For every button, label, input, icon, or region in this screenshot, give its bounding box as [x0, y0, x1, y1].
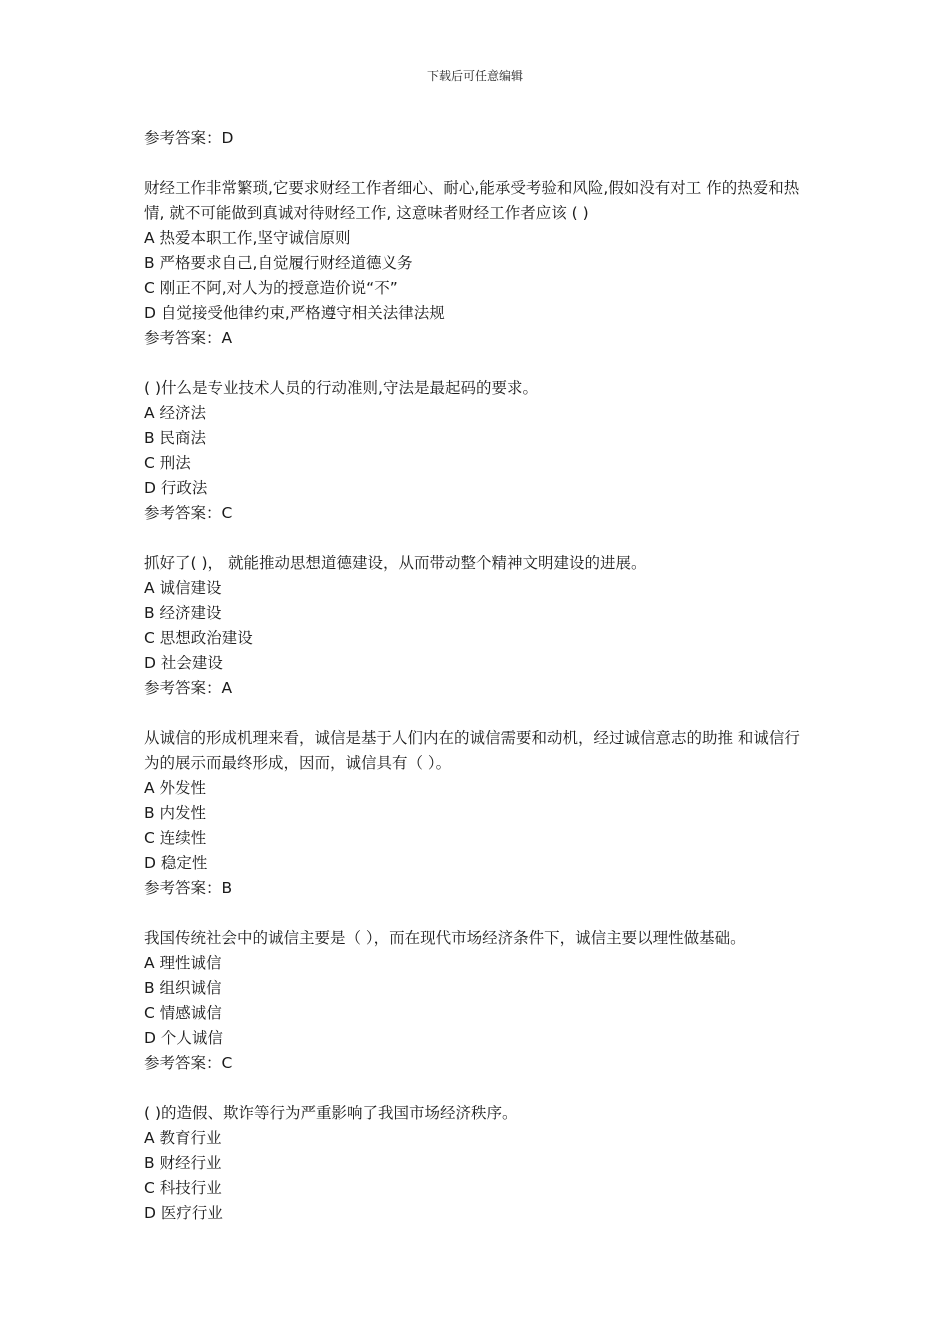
option-c: C 思想政治建设: [144, 629, 253, 647]
answer-line: 参考答案：C: [144, 1054, 233, 1072]
answer-line: 参考答案：A: [144, 329, 233, 347]
page-header: 下载后可任意编辑: [426, 69, 523, 83]
block-spacer: [144, 351, 812, 376]
question-text: 财经工作非常繁琐,它要求财经工作者细心、耐心,能承受考验和风险,假如没有对工 作的热爱和热情, 就不可能做到真诚对待财经工作, 这意味者财经工作者应该 ( ): [144, 179, 800, 222]
option-a: A 外发性: [144, 779, 207, 797]
option-d: D 行政法: [144, 479, 208, 497]
block-spacer: [144, 1076, 812, 1101]
question-text: ( )的造假、欺诈等行为严重影响了我国市场经济秩序。: [144, 1104, 518, 1122]
option-c: C 连续性: [144, 829, 207, 847]
option-b: B 内发性: [144, 804, 207, 822]
document-body: [144, 126, 812, 1226]
block-spacer: [144, 151, 812, 176]
option-b: B 组织诚信: [144, 979, 222, 997]
option-a: A 热爱本职工作,坚守诚信原则: [144, 229, 351, 247]
option-d: D 个人诚信: [144, 1029, 223, 1047]
block-spacer: [144, 701, 812, 726]
block-spacer: [144, 901, 812, 926]
answer-line: 参考答案：D: [144, 129, 234, 147]
option-b: B 财经行业: [144, 1154, 222, 1172]
option-a: A 教育行业: [144, 1129, 222, 1147]
block-spacer: [144, 526, 812, 551]
option-a: A 理性诚信: [144, 954, 222, 972]
option-d: D 社会建设: [144, 654, 223, 672]
question-text: 从诚信的形成机理来看，诚信是基于人们内在的诚信需要和动机，经过诚信意志的助推 和诚信行为的展示而最终形成，因而，诚信具有（ ）。: [144, 729, 800, 772]
answer-line: 参考答案：B: [144, 879, 233, 897]
option-d: D 稳定性: [144, 854, 208, 872]
option-c: C 刑法: [144, 454, 191, 472]
option-d: D 自觉接受他律约束,严格遵守相关法律法规: [144, 304, 445, 322]
answer-line: 参考答案：C: [144, 504, 233, 522]
question-text: ( )什么是专业技术人员的行动准则,守法是最起码的要求。: [144, 379, 538, 397]
question-text: 抓好了( )， 就能推动思想道德建设，从而带动整个精神文明建设的进展。: [144, 554, 647, 572]
option-d: D 医疗行业: [144, 1204, 223, 1222]
option-c: C 情感诚信: [144, 1004, 222, 1022]
option-c: C 刚正不阿,对人为的授意造价说“不”: [144, 279, 398, 297]
question-text: 我国传统社会中的诚信主要是（ ），而在现代市场经济条件下，诚信主要以理性做基础。: [144, 929, 746, 947]
option-a: A 诚信建设: [144, 579, 222, 597]
answer-line: 参考答案：A: [144, 679, 233, 697]
option-b: B 经济建设: [144, 604, 222, 622]
option-b: B 民商法: [144, 429, 207, 447]
option-a: A 经济法: [144, 404, 207, 422]
option-b: B 严格要求自己,自觉履行财经道德义务: [144, 254, 413, 272]
option-c: C 科技行业: [144, 1179, 222, 1197]
